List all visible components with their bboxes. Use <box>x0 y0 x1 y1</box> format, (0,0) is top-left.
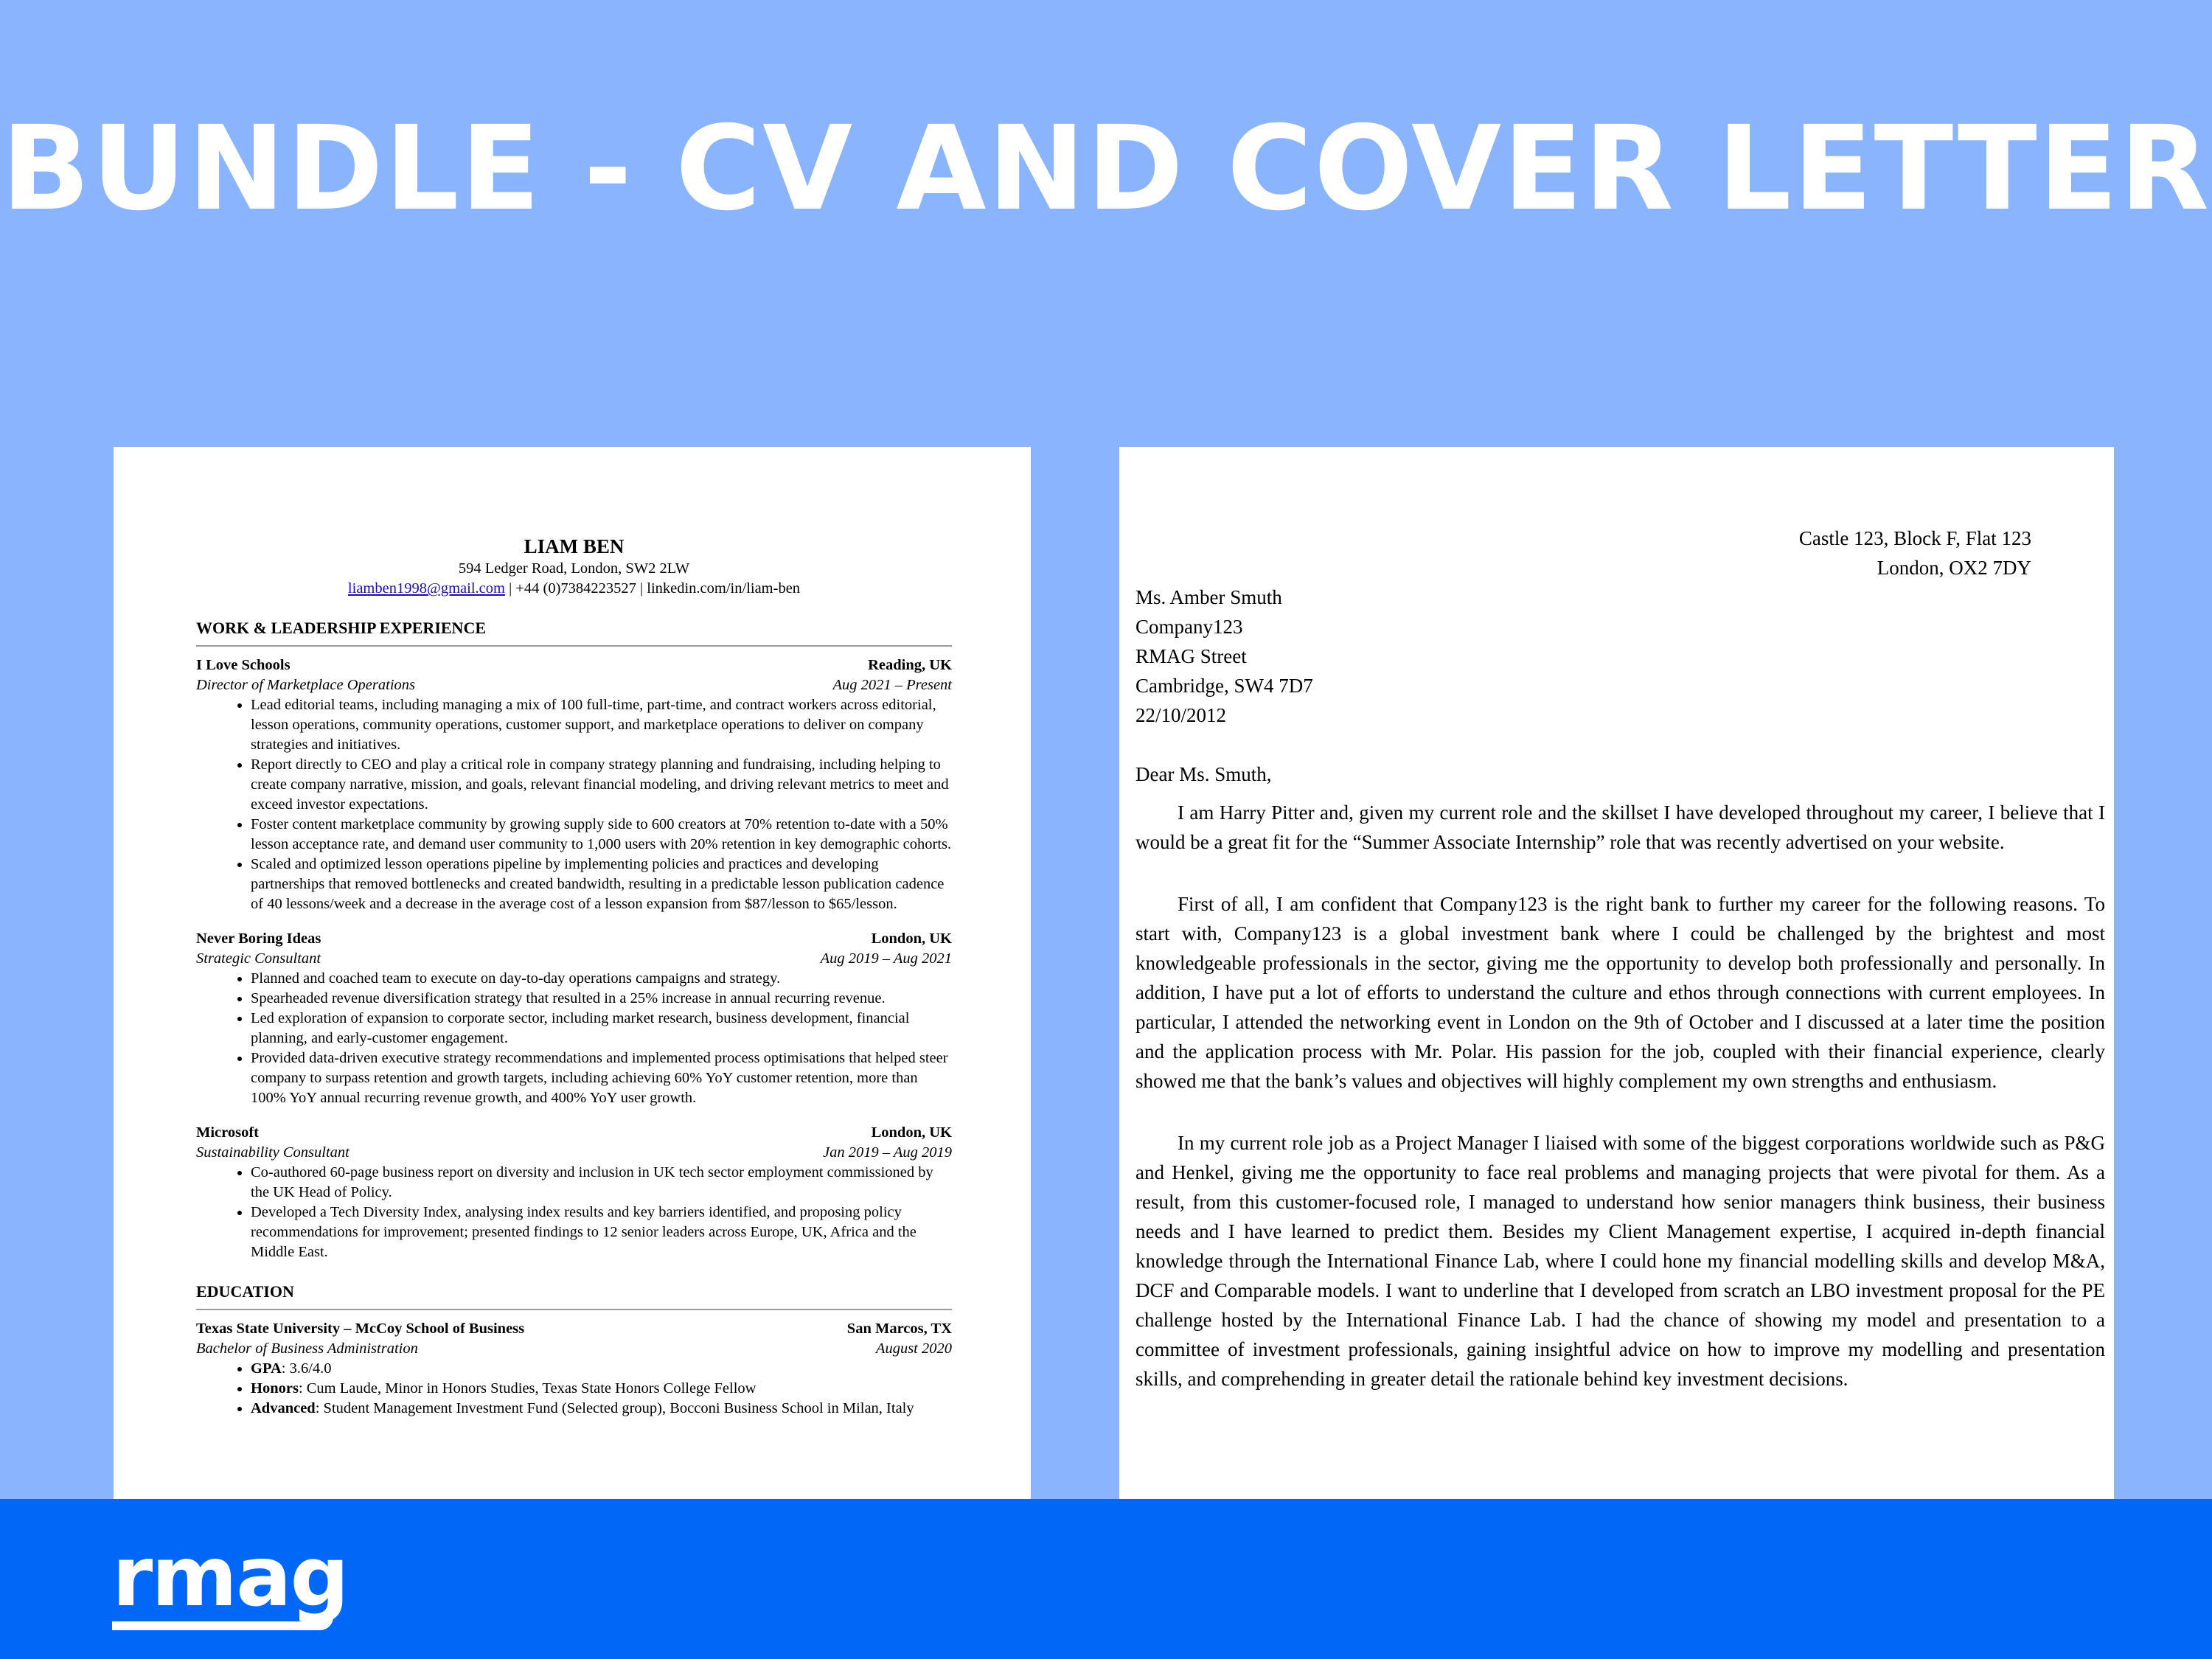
entry-date: Jan 2019 – Aug 2019 <box>822 1144 952 1161</box>
entry-organization: Texas State University – McCoy School of Business <box>196 1321 525 1337</box>
rmag-logo: rmag <box>112 1529 348 1625</box>
bullet-label: Advanced <box>251 1400 316 1416</box>
bullet-item: • Spearheaded revenue diversification strategy that resulted in a 25% increase in annual recurring revenue. <box>251 989 952 1009</box>
entry-role: Director of Marketplace Operations <box>196 677 415 693</box>
entry-location: London, UK <box>871 1124 952 1141</box>
cover-letter <box>1135 524 2105 1426</box>
section-title-experience: WORK & LEADERSHIP EXPERIENCE <box>196 618 952 647</box>
bullet-item: • Foster content marketplace community by growing supply side to 600 creators at 70% retention to-date with a 50% lesson acceptance rate, and demand user community to 1,000 users with 20% retention in key demographic cohorts. <box>251 815 952 855</box>
entry-role: Bachelor of Business Administration <box>196 1340 418 1357</box>
entry-organization: Microsoft <box>196 1124 260 1141</box>
cv-name: LIAM BEN <box>524 535 625 557</box>
entry-location: London, UK <box>871 931 952 947</box>
entry-date: August 2020 <box>875 1340 952 1357</box>
footer-bar <box>0 1499 2212 1659</box>
recipient-line: Company123 <box>1135 616 1243 638</box>
entry-role: Sustainability Consultant <box>196 1144 349 1161</box>
cv-contact <box>196 579 952 599</box>
experience-entry <box>196 655 952 914</box>
recipient-line: Ms. Amber Smuth <box>1135 586 1282 608</box>
letter-paragraph: First of all, I am confident that Company123 is the right bank to further my career for the following reasons. To start with, Company123 is a global investment bank where I could be challenged by the brightest and most knowledgeable professionals in the sector, giving me the opportunity to develop both professionally and personally. In addition, I have put a lot of efforts to understand the culture and ethos through connections with current employees. In particular, I attended the networking event in London on the 9th of October and I discussed at a later time the position and the application process with Mr. Polar. His passion for the job, coupled with their financial experience, clearly showed me that the bank’s values and objectives will highly complement my own strengths and enthusiasm. <box>1135 893 2105 1092</box>
bullet-item <box>251 1379 952 1399</box>
entry-bullets <box>196 1163 952 1262</box>
entry-organization: Never Boring Ideas <box>196 931 321 947</box>
letter-paragraph: I am Harry Pitter and, given my current role and the skillset I have developed throughout my career, I believe that I would be a great fit for the “Summer Associate Internship” role that was recently advertised on your website. <box>1135 801 2105 853</box>
bullet-item: • Lead editorial teams, including managing a mix of 100 full-time, part-time, and contract workers across editorial, lesson operations, community operations, customer support, and marketplace operations to deliver on company strategies and initiatives. <box>251 695 952 755</box>
bullet-item <box>251 1399 952 1419</box>
entry-role: Strategic Consultant <box>196 950 321 967</box>
entry-date: Aug 2021 – Present <box>832 677 952 693</box>
cv-page <box>114 447 1031 1499</box>
bullet-item: • Planned and coached team to execute on day-to-day operations campaigns and strategy. <box>251 969 952 989</box>
email-link[interactable]: liamben1998@gmail.com <box>347 580 505 597</box>
bullet-text: : Student Management Investment Fund (Selected group), Bocconi Business School in Milan, Italy <box>315 1400 914 1416</box>
education-entry <box>196 1319 952 1419</box>
bullet-item: • Co-authored 60-page business report on diversity and inclusion in UK tech sector employment commissioned by the UK Head of Policy. <box>251 1163 952 1203</box>
bullet-item: • Led exploration of expansion to corporate sector, including market research, business development, financial planning, and early-customer engagement. <box>251 1009 952 1048</box>
bullet-label: Honors <box>251 1380 299 1397</box>
entry-location: San Marcos, TX <box>846 1321 952 1337</box>
bullet-item: • Scaled and optimized lesson operations pipeline by implementing policies and practices and developing partnerships that removed bottlenecks and created bandwidth, resulting in a predictable lesson publication cadence of 40 lessons/week and a decrease in the average cost of a lesson expansion from $87/lesson to $65/lesson. <box>251 855 952 914</box>
sender-line: Castle 123, Block F, Flat 123 <box>1798 527 2031 549</box>
cv-address: 594 Ledger Road, London, SW2 2LW <box>458 560 690 577</box>
bullet-item: • Developed a Tech Diversity Index, analysing index results and key barriers identified, and proposing policy recommendations for improvement; presented findings to 12 senior leaders across Europe, UK, Africa and the Middle East. <box>251 1203 952 1262</box>
experience-entry <box>196 1123 952 1262</box>
entry-bullets <box>196 969 952 1108</box>
entry-organization: I Love Schools <box>196 657 291 673</box>
recipient-block <box>1135 582 2105 730</box>
entry-location: Reading, UK <box>868 657 952 673</box>
bullet-item <box>251 1359 952 1379</box>
bullet-item: • Provided data-driven executive strategy recommendations and implemented process optimisations that helped steer company to surpass retention and growth targets, including achieving 60% YoY customer retention, more than 100% YoY annual recurring revenue growth, and 400% YoY user growth. <box>251 1048 952 1108</box>
cv-document <box>196 534 952 1433</box>
letter-paragraph: In my current role job as a Project Manager I liaised with some of the biggest corporations worldwide such as P&G and Henkel, giving me the opportunity to face real problems and managing projects that were pivotal for them. As a result, from this customer-focused role, I managed to understand how senior managers think business, their business needs and I have learned to predict them. Besides my Client Management expertise, I acquired in-depth financial knowledge through the International Finance Lab, where I could hone my financial modelling skills and develop M&A, DCF and Comparable models. I want to underline that I developed from scratch an LBO investment proposal for the PE challenge hosted by the International Finance Lab. I had the chance of showing my model and presentation to a committee of investment professionals, gaining insightful advice on how to improve my modelling and presentation skills, and comprehending in greater detail the rationale behind key investment decisions. <box>1135 1132 2105 1390</box>
recipient-line: RMAG Street <box>1135 645 1247 667</box>
entry-bullets <box>196 1359 952 1419</box>
logo-underline <box>112 1617 333 1630</box>
bullet-label: GPA <box>251 1360 282 1377</box>
sender-address <box>1135 524 2105 582</box>
entry-date: Aug 2019 – Aug 2021 <box>820 950 952 967</box>
bullet-text: : 3.6/4.0 <box>281 1360 332 1377</box>
sender-line: London, OX2 7DY <box>1877 557 2031 579</box>
banner-title: BUNDLE - CV AND COVER LETTER <box>1 101 2211 237</box>
salutation: Dear Ms. Smuth, <box>1135 763 1272 785</box>
entry-bullets <box>196 695 952 914</box>
bullet-item: • Report directly to CEO and play a critical role in company strategy planning and fundraising, including helping to create company narrative, mission, and goals, relevant financial modeling, and driving relevant metrics to meet and exceed investor expectations. <box>251 755 952 815</box>
cv-contact-details: | +44 (0)7384223527 | linkedin.com/in/liam-ben <box>504 580 801 597</box>
letter-date: 22/10/2012 <box>1135 704 1227 726</box>
cover-letter-page <box>1119 447 2114 1499</box>
section-title-education: EDUCATION <box>196 1281 952 1310</box>
recipient-line: Cambridge, SW4 7D7 <box>1135 675 1313 697</box>
bullet-text: : Cum Laude, Minor in Honors Studies, Texas State Honors College Fellow <box>298 1380 757 1397</box>
experience-entry <box>196 929 952 1108</box>
